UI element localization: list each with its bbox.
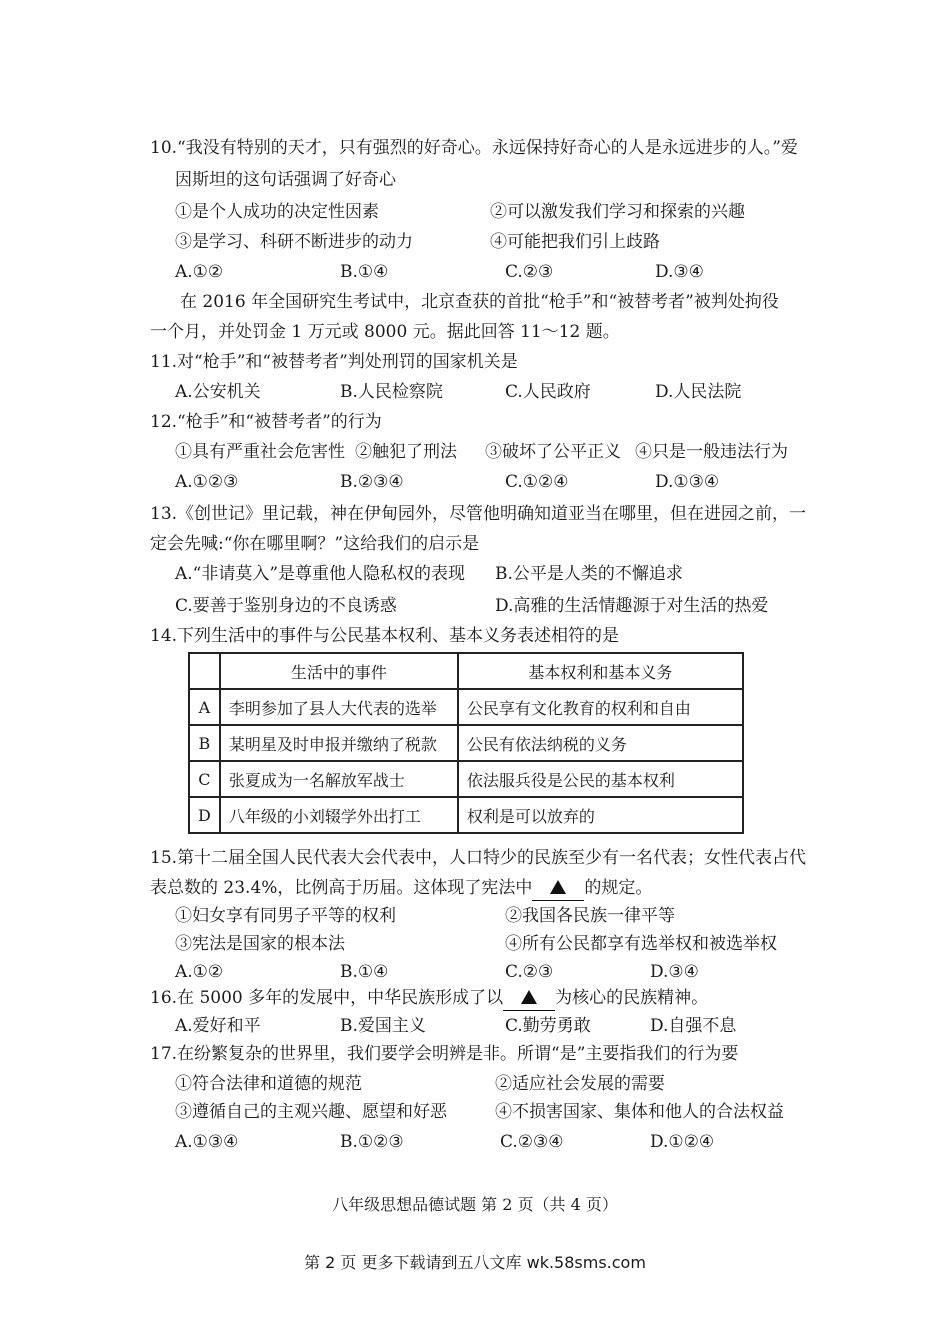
q15-stem-line1: 15.第十二届全国人民代表大会代表中，人口特少的民族至少有一名代表；女性代表占代: [150, 848, 807, 868]
q10-choice-a: A.①②: [175, 262, 224, 282]
q13-stem-line2: 定会先喊:“你在哪里啊？”这给我们的启示是: [150, 534, 480, 554]
q15-stem-line2-pre: 表总数的 23.4%，比例高于历届。这体现了宪法中: [150, 878, 533, 898]
q17-statement-3: ③遵循自己的主观兴趣、愿望和好恶: [175, 1102, 447, 1122]
q15-choice-a: A.①②: [175, 962, 224, 982]
q10-stem-line2: 因斯坦的这句话强调了好奇心: [175, 170, 396, 190]
q11-choice-d: D.人民法院: [655, 382, 742, 402]
q12-stem: 12.“枪手”和“被替考者”的行为: [150, 412, 382, 432]
row-letter: A: [189, 689, 220, 725]
q11-stem: 11.对“枪手”和“被替考者”判处刑罚的国家机关是: [150, 352, 518, 372]
q10-statement-4: ④可能把我们引上歧路: [490, 232, 660, 252]
q12-statement-1: ①具有严重社会危害性: [175, 442, 345, 462]
q16-choice-b: B.爱国主义: [340, 1016, 426, 1036]
q11-choice-c: C.人民政府: [505, 382, 591, 402]
q17-choice-d: D.①②④: [650, 1132, 715, 1152]
q10-statement-1: ①是个人成功的决定性因素: [175, 202, 379, 222]
q12-statement-3: ③破坏了公平正义: [485, 442, 621, 462]
q17-choice-c: C.②③④: [500, 1132, 564, 1152]
q11-choice-b: B.人民检察院: [340, 382, 443, 402]
triangle-icon: [550, 880, 566, 894]
q15-statement-2: ②我国各民族一律平等: [505, 906, 675, 926]
page-footer-info: 八年级思想品德试题 第 2 页（共 4 页）: [332, 1195, 618, 1214]
q17-choice-a: A.①③④: [175, 1132, 239, 1152]
q13-choice-a: A.“非请莫入”是尊重他人隐私权的表现: [175, 564, 466, 584]
q15-statement-3: ③宪法是国家的根本法: [175, 934, 345, 954]
q15-statement-4: ④所有公民都享有选举权和被选举权: [505, 934, 777, 954]
q17-choice-b: B.①②③: [340, 1132, 404, 1152]
download-footer: 第 2 页 更多下载请到五八文库 wk.58sms.com: [304, 1253, 646, 1272]
answer-blank: [503, 986, 555, 1011]
q12-statement-2: ②触犯了刑法: [355, 442, 457, 462]
q13-choice-b: B.公平是人类的不懈追求: [495, 564, 683, 584]
q15-choice-d: D.③④: [650, 962, 699, 982]
q17-stem: 17.在纷繁复杂的世界里，我们要学会明辨是非。所谓“是”主要指我们的行为要: [150, 1044, 739, 1064]
row-event: 某明星及时申报并缴纳了税款: [220, 725, 458, 761]
intro-line2: 一个月，并处罚金 1 万元或 8000 元。据此回答 11～12 题。: [150, 322, 620, 342]
q12-choice-a: A.①②③: [175, 472, 239, 492]
table-header-row: [189, 653, 743, 689]
triangle-icon: [521, 990, 537, 1004]
table-row: [189, 689, 743, 725]
table-row: [189, 725, 743, 761]
q16-choice-c: C.勤劳勇敢: [505, 1016, 591, 1036]
q10-statement-3: ③是学习、科研不断进步的动力: [175, 232, 413, 252]
row-letter: D: [189, 797, 220, 833]
q16-choice-a: A.爱好和平: [175, 1016, 261, 1036]
q13-choice-c: C.要善于鉴别身边的不良诱惑: [175, 596, 397, 616]
q16-stem-pre: 16.在 5000 多年的发展中，中华民族形成了以: [150, 988, 504, 1008]
table-header-event: 生活中的事件: [220, 653, 458, 689]
q15-choice-b: B.①④: [340, 962, 389, 982]
q14-stem: 14.下列生活中的事件与公民基本权利、基本义务表述相符的是: [150, 626, 620, 646]
q10-choice-b: B.①④: [340, 262, 389, 282]
q13-stem-line1: 13.《创世记》里记载，神在伊甸园外，尽管他明确知道亚当在哪里，但在进园之前，一: [150, 504, 807, 524]
q10-choice-d: D.③④: [655, 262, 704, 282]
q15-stem-line2-post: 的规定。: [584, 878, 653, 898]
q10-statement-2: ②可以激发我们学习和探索的兴趣: [490, 202, 745, 222]
row-event: 八年级的小刘辍学外出打工: [220, 797, 458, 833]
q12-choice-d: D.①③④: [655, 472, 720, 492]
q17-statement-1: ①符合法律和道德的规范: [175, 1074, 362, 1094]
row-letter: B: [189, 725, 220, 761]
q10-stem-line1: 10.“我没有特别的天才，只有强烈的好奇心。永远保持好奇心的人是永远进步的人。”爱: [150, 138, 798, 158]
q17-statement-2: ②适应社会发展的需要: [495, 1074, 665, 1094]
q16-stem-post: 为核心的民族精神。: [555, 988, 709, 1008]
answer-blank: [532, 876, 584, 901]
row-right: 依法服兵役是公民的基本权利: [458, 761, 743, 797]
q14-table: [188, 652, 744, 834]
table-header-empty: [189, 653, 220, 689]
q15-statement-1: ①妇女享有同男子平等的权利: [175, 906, 396, 926]
row-right: 公民享有文化教育的权利和自由: [458, 689, 743, 725]
q17-statement-4: ④不损害国家、集体和他人的合法权益: [495, 1102, 784, 1122]
row-right: 公民有依法纳税的义务: [458, 725, 743, 761]
table-row: [189, 797, 743, 833]
q10-choice-c: C.②③: [505, 262, 554, 282]
row-event: 张夏成为一名解放军战士: [220, 761, 458, 797]
q13-choice-d: D.高雅的生活情趣源于对生活的热爱: [495, 596, 769, 616]
q12-choice-b: B.②③④: [340, 472, 404, 492]
q16-stem: [150, 986, 800, 1011]
row-event: 李明参加了县人大代表的选举: [220, 689, 458, 725]
q16-choice-d: D.自强不息: [650, 1016, 737, 1036]
q12-choice-c: C.①②④: [505, 472, 569, 492]
row-right: 权利是可以放弃的: [458, 797, 743, 833]
q11-choice-a: A.公安机关: [175, 382, 261, 402]
table-row: [189, 761, 743, 797]
q15-stem-line2: [150, 876, 800, 901]
row-letter: C: [189, 761, 220, 797]
intro-line1: 在 2016 年全国研究生考试中，北京查获的首批“枪手”和“被替考者”被判处拘役: [180, 292, 779, 312]
table-header-right: 基本权利和基本义务: [458, 653, 743, 689]
q12-statement-4: ④只是一般违法行为: [635, 442, 788, 462]
q15-choice-c: C.②③: [505, 962, 554, 982]
